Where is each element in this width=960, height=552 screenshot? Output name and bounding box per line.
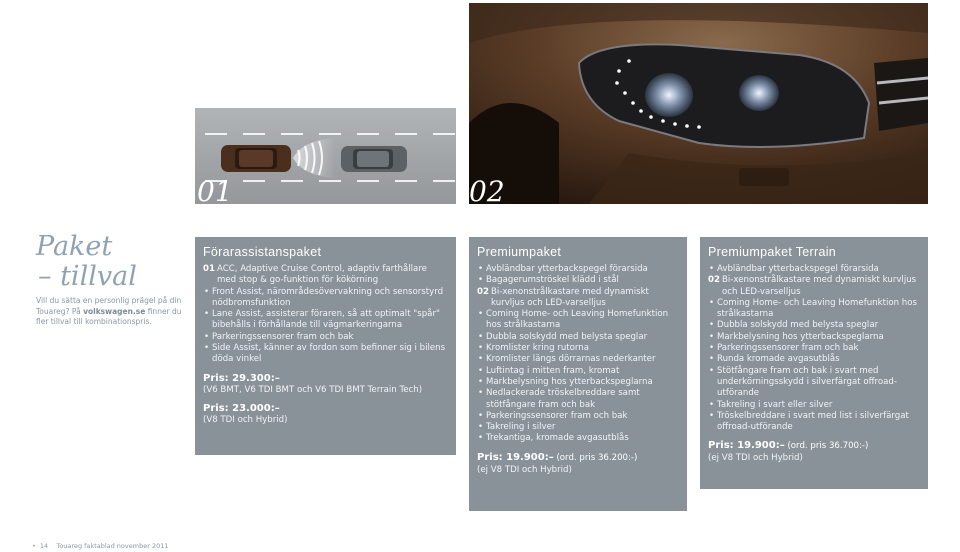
list-item	[203, 332, 448, 343]
list-item-text: Markbelysning hos ytterbackspeglarna	[717, 331, 884, 342]
list-item-text: Takreling i svart eller silver	[717, 399, 833, 410]
callout-number: 02	[477, 286, 489, 297]
list-item-text: Parkeringssensorer fram och bak	[212, 331, 354, 342]
list-item-text: Parkeringssensorer fram och bak	[486, 410, 628, 421]
list-item-text: Nedlackerade tröskelbreddare samt stötfångare fram och bak	[486, 388, 640, 410]
list-item	[477, 411, 679, 422]
list-item	[708, 343, 920, 354]
list-item	[477, 343, 679, 354]
price: Pris: 29.300:–	[203, 372, 280, 384]
list-item	[708, 298, 920, 321]
driver-assist-image	[195, 108, 456, 208]
intro-link[interactable]: volkswagen.se	[83, 306, 146, 316]
price-line	[477, 451, 679, 465]
price-line	[708, 439, 920, 453]
list-item-text: Parkeringssensorer fram och bak	[717, 343, 859, 354]
footer-text: Touareg faktablad november 2011	[56, 542, 169, 550]
list-item	[203, 287, 448, 310]
list-item	[477, 366, 679, 377]
list-item	[477, 377, 679, 388]
list-item	[708, 366, 920, 400]
price: Pris: 23.000:–	[203, 402, 280, 414]
package-list	[477, 264, 679, 445]
list-item-text: Front Assist, närområdesövervakning och sensorstyrd nödbromsfunktion	[212, 286, 444, 308]
image-number-02: 02	[469, 175, 505, 208]
list-item	[708, 332, 920, 343]
package-list	[708, 264, 920, 433]
list-item-text: Kromlister kring rutorna	[486, 343, 590, 354]
list-item-text: Coming Home- och Leaving Homefunktion hos strålkastarna	[486, 309, 669, 331]
list-item	[477, 275, 679, 286]
intro-title-line1: Paket	[36, 231, 113, 262]
list-item-text: Takreling i silver	[486, 422, 556, 433]
callout-number: 01	[203, 264, 215, 274]
package-title: Premiumpaket Terrain	[708, 245, 837, 259]
list-item-text: Dubbla solskydd med belysta speglar	[486, 331, 648, 342]
intro-text	[36, 296, 184, 328]
list-item	[708, 320, 920, 331]
rear-car	[221, 145, 291, 172]
list-item	[708, 275, 920, 298]
price: Pris: 19.900:–	[477, 451, 554, 463]
headlight-illustration	[469, 3, 928, 208]
list-item-text: Runda kromade avgasutblås	[717, 354, 840, 365]
footer	[32, 542, 169, 550]
front-car	[341, 146, 407, 172]
price-note: (V6 BMT, V6 TDI BMT och V6 TDI BMT Terrain Tech)	[203, 384, 423, 395]
package-title: Premiumpaket	[477, 245, 562, 259]
list-item-text: Markbelysning hos ytterbackspeglarna	[486, 376, 653, 387]
list-item	[203, 343, 448, 366]
list-item-text: Luftintag i mitten fram, kromat	[486, 365, 620, 376]
page-number: 14	[39, 542, 49, 550]
list-item-text: Trekantiga, kromade avgasutblås	[486, 433, 629, 444]
price-note: (ej V8 TDI och Hybrid)	[708, 453, 803, 464]
list-item	[477, 388, 679, 411]
intro-text-before: Vill du sätta en personlig prägel på din Touareg? På	[36, 296, 182, 316]
list-item	[203, 309, 448, 332]
list-item	[708, 411, 920, 434]
package-list	[203, 264, 448, 366]
list-item	[708, 400, 920, 411]
price-note: (ej V8 TDI och Hybrid)	[477, 464, 572, 475]
callout-number: 02	[708, 275, 720, 286]
list-item	[477, 287, 679, 310]
road-illustration	[195, 108, 456, 208]
list-item-text: Side Assist, känner av fordon som befinner sig i bilens döda vinkel	[212, 343, 446, 365]
list-item	[477, 354, 679, 365]
image-number-01: 01	[197, 175, 233, 208]
list-item-text: Bagagerumströskel klädd i stål	[486, 275, 619, 286]
list-item-text: Kromlister längs dörrarnas nederkanter	[486, 354, 656, 365]
list-item-text: Avbländbar ytterbackspegel förarsida	[717, 264, 879, 274]
list-item-text: Bi-xenonstrålkastare med dynamiskt kurvljus och LED-varselljus	[491, 286, 649, 308]
price-note: (V8 TDI och Hybrid)	[203, 414, 288, 425]
premium-package	[469, 237, 687, 511]
list-item-text: Stötfångare fram och bak i svart med underkörningsskydd i silverfärgat offroad-utförande	[717, 365, 897, 399]
list-item	[477, 309, 679, 332]
intro-heading	[36, 232, 137, 292]
headlight-image	[469, 3, 928, 208]
list-item	[477, 433, 679, 444]
list-item-text: Bi-xenonstrålkastare med dynamiskt kurvljus och LED-varselljus	[722, 275, 917, 297]
list-item	[477, 264, 679, 275]
bullet-icon: •	[32, 542, 36, 550]
driver-assist-package	[195, 237, 456, 455]
list-item	[708, 264, 920, 275]
ordinary-price: (ord. pris 36.200:-)	[553, 452, 638, 463]
list-item-text: ACC, Adaptive Cruise Control, adaptiv farthållare med stop & go-funktion för kökörning	[217, 264, 427, 286]
price: Pris: 19.900:–	[708, 440, 785, 452]
ordinary-price: (ord. pris 36.700:-)	[784, 441, 869, 452]
intro-title-line2: – tillval	[38, 261, 137, 292]
package-title: Förarassistanspaket	[203, 245, 322, 259]
list-item-text: Lane Assist, assisterar föraren, så att optimalt "spår" bibehålls i förhållande till vägmarkeringarna	[212, 309, 440, 331]
intro-text-after: finner du fler tillval till kombinationspris.	[36, 306, 182, 327]
list-item-text: Coming Home- och Leaving Homefunktion hos strålkastarna	[717, 297, 917, 320]
list-item	[203, 264, 448, 287]
list-item-text: Dubbla solskydd med belysta speglar	[717, 320, 879, 331]
list-item	[477, 332, 679, 343]
premium-terrain-package	[700, 237, 928, 489]
list-item	[708, 354, 920, 365]
list-item-text: Tröskelbreddare i svart med list i silverfärgat offroad-utförande	[717, 410, 909, 433]
list-item-text: Avbländbar ytterbackspegel förarsida	[486, 264, 648, 274]
list-item	[477, 422, 679, 433]
